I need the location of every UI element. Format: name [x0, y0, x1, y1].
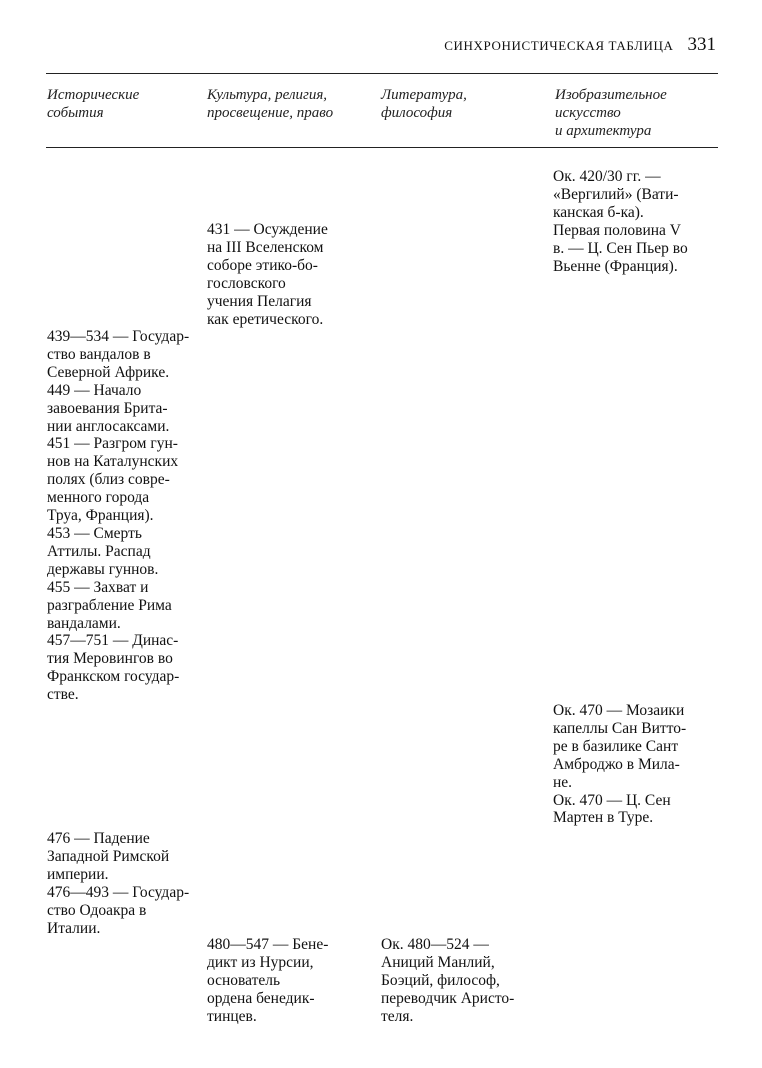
entry-line: стве.: [47, 686, 79, 704]
column-header-line: просвещение, право: [207, 105, 334, 121]
entry-culture-431: [207, 221, 328, 328]
entry-line: вандалами.: [47, 614, 121, 632]
column-header-line: события: [47, 105, 104, 121]
entry-culture-480: [207, 936, 328, 1026]
entry-line: не.: [553, 773, 573, 791]
page-number: 331: [687, 34, 716, 55]
running-head: [0, 34, 716, 56]
entry-line: 476—493 — Государ-: [47, 883, 190, 901]
entry-line: 439—534 — Государ-: [47, 328, 190, 345]
entry-line: 431 — Осуждение: [207, 221, 328, 238]
entry-history-476: [47, 830, 189, 937]
entry-line: 455 — Захват и: [47, 578, 149, 596]
running-title: СИНХРОНИСТИЧЕСКАЯ ТАБЛИЦА: [444, 38, 674, 53]
entry-line: ство вандалов в: [47, 345, 151, 363]
header-bottom-rule: [46, 147, 718, 148]
entry-line: Амброджо в Мила-: [553, 755, 680, 773]
column-header-line: Изобразительное: [555, 87, 667, 103]
entry-line: переводчик Аристо-: [381, 989, 515, 1007]
entry-line: ре в базилике Сант: [553, 737, 679, 755]
column-header-history: [47, 86, 139, 122]
entry-line: Ок. 470 — Ц. Сен: [553, 791, 671, 809]
column-header-line: и архитектура: [555, 123, 652, 139]
entry-line: завоевания Брита-: [47, 399, 168, 417]
entry-line: Ок. 480—524 —: [381, 936, 489, 953]
entry-line: Аниций Манлий,: [381, 953, 495, 971]
entry-line: разграбление Рима: [47, 596, 172, 614]
entry-line: Вьенне (Франция).: [553, 257, 678, 275]
entry-line: Западной Римской: [47, 847, 170, 865]
entry-line: Ок. 420/30 гг. —: [553, 168, 661, 185]
header-top-rule: [46, 73, 718, 74]
entry-line: ордена бенедик-: [207, 989, 315, 1007]
column-header-literature: [381, 86, 467, 122]
entry-line: менного города: [47, 489, 150, 507]
entry-line: в. — Ц. Сен Пьер во: [553, 239, 688, 257]
entry-line: империи.: [47, 865, 109, 883]
entry-line: на III Вселенском: [207, 238, 324, 256]
entry-line: капеллы Сан Витто-: [553, 719, 687, 737]
entry-line: державы гуннов.: [47, 560, 159, 578]
entry-history-439: [47, 328, 189, 704]
column-header-line: философия: [381, 105, 453, 121]
entry-line: дикт из Нурсии,: [207, 953, 314, 971]
entry-line: Мартен в Туре.: [553, 809, 654, 827]
entry-line: 449 — Начало: [47, 381, 142, 399]
column-header-line: Литература,: [381, 87, 467, 103]
entry-line: 476 — Падение: [47, 830, 150, 847]
entry-line: нии англосаксами.: [47, 417, 170, 435]
column-header-line: Культура, религия,: [207, 87, 328, 103]
entry-line: Боэций, философ,: [381, 971, 500, 989]
entry-line: учения Пелагия: [207, 292, 312, 310]
entry-line: Франкском государ-: [47, 668, 180, 686]
entry-line: Аттилы. Распад: [47, 542, 151, 560]
entry-line: как еретического.: [207, 310, 324, 328]
entry-line: соборе этико-бо-: [207, 256, 318, 274]
entry-line: гословского: [207, 274, 286, 292]
entry-line: Первая половина V: [553, 221, 682, 239]
entry-line: основатель: [207, 971, 281, 989]
entry-line: Ок. 470 — Мозаики: [553, 702, 685, 719]
entry-line: Италии.: [47, 919, 101, 937]
entry-line: нов на Каталунских: [47, 453, 179, 471]
entry-line: «Вергилий» (Вати-: [553, 185, 679, 203]
entry-line: 453 — Смерть: [47, 524, 142, 542]
column-header-culture: [207, 86, 333, 122]
entry-literature-480: [381, 936, 514, 1026]
entry-line: Северной Африке.: [47, 363, 170, 381]
entry-line: теля.: [381, 1007, 414, 1025]
column-header-line: искусство: [555, 105, 621, 121]
entry-line: Труа, Франция).: [47, 507, 154, 525]
entry-line: тия Меровингов во: [47, 650, 173, 668]
entry-line: 480—547 — Бене-: [207, 936, 329, 953]
entry-line: ство Одоакра в: [47, 901, 147, 919]
entry-art-470: [553, 702, 686, 827]
entry-line: полях (близ совре-: [47, 471, 170, 489]
entry-line: тинцев.: [207, 1007, 257, 1025]
entry-line: канская б-ка).: [553, 203, 644, 221]
column-header-line: Исторические: [47, 87, 140, 103]
entry-line: 451 — Разгром гун-: [47, 435, 178, 453]
column-header-art: [555, 86, 667, 140]
entry-line: 457—751 — Динас-: [47, 632, 179, 650]
entry-art-420: [553, 168, 688, 275]
